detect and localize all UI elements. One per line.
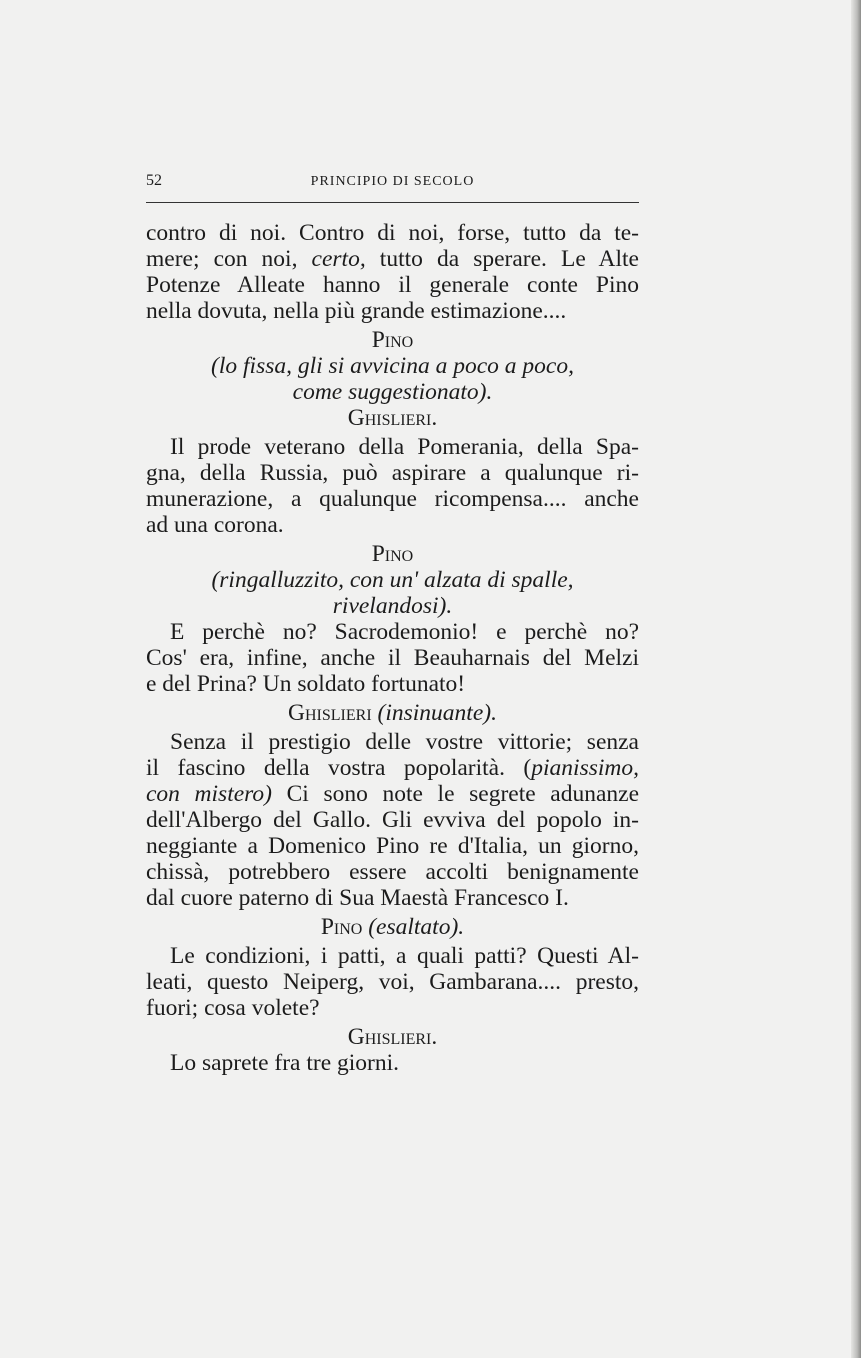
page-edge [851, 0, 861, 1358]
text-line: dell'Albergo del Gallo. Gli evviva del popolo in- [146, 807, 639, 833]
stage-direction: rivelandosi). [332, 593, 453, 619]
text-line: E perchè no? Sacrodemonio! e perchè no? [170, 619, 639, 645]
speaker-name: Pino [320, 914, 363, 940]
stage-direction: (insinuante). [377, 700, 497, 726]
text-line: contro di noi. Contro di noi, forse, tutto da te- [146, 220, 639, 246]
text-line: chissà, potrebbero essere accolti benignamente [146, 859, 639, 885]
text-line: leati, questo Neiperg, voi, Gambarana.... presto, [146, 969, 639, 995]
speaker-name: Pino [371, 327, 414, 353]
text-line: Il prode veterano della Pomerania, della Spa- [170, 434, 639, 460]
stage-direction: (esaltato). [368, 914, 465, 940]
speaker-line [146, 700, 639, 726]
text-line: nella dovuta, nella più grande estimazione.... [146, 298, 567, 324]
stage-direction: (lo fissa, gli si avvicina a poco a poco, [211, 353, 574, 379]
text-line: munerazione, a qualunque ricompensa.... anche [146, 486, 639, 512]
page-header [146, 172, 639, 194]
text-line: Cos' era, infine, anche il Beauharnais del Melzi [146, 645, 639, 671]
text-line: dal cuore paterno di Sua Maestà Francesco I. [146, 885, 569, 911]
text-line: Potenze Alleate hanno il generale conte Pino [146, 272, 639, 298]
page-body [146, 220, 639, 1076]
text-line: ad una corona. [146, 512, 284, 538]
speaker-name: Ghislieri. [347, 1024, 438, 1050]
text-line: Senza il prestigio delle vostre vittorie; senza [170, 729, 639, 755]
text-line: e del Prina? Un soldato fortunato! [146, 671, 466, 697]
text-line: mere; con noi, certo, tutto da sperare. Le Alte [146, 246, 639, 272]
speaker-name: Ghislieri. [347, 405, 438, 431]
speaker-name: Pino [371, 541, 414, 567]
text-line: con mistero) Ci sono note le segrete adunanze [146, 781, 640, 807]
text-line: neggiante a Domenico Pino re d'Italia, un giorno, [146, 833, 639, 859]
text-line: Lo saprete fra tre giorni. [170, 1050, 400, 1076]
stage-direction: (ringalluzzito, con un' alzata di spalle, [211, 567, 574, 593]
text-line: gna, della Russia, può aspirare a qualunque ri- [146, 460, 639, 486]
speaker-line [146, 914, 639, 940]
text-line: fuori; cosa volete? [146, 995, 320, 1021]
speaker-name: Ghislieri [288, 700, 372, 726]
running-title: PRINCIPIO DI SECOLO [310, 174, 475, 189]
text-line: Le condizioni, i patti, a quali patti? Questi Al- [170, 943, 639, 969]
text-line: il fascino della vostra popolarità. (pianissimo, [146, 755, 639, 781]
stage-direction: come suggestionato). [292, 379, 493, 405]
header-rule [146, 202, 639, 203]
page-number: 52 [146, 172, 162, 189]
